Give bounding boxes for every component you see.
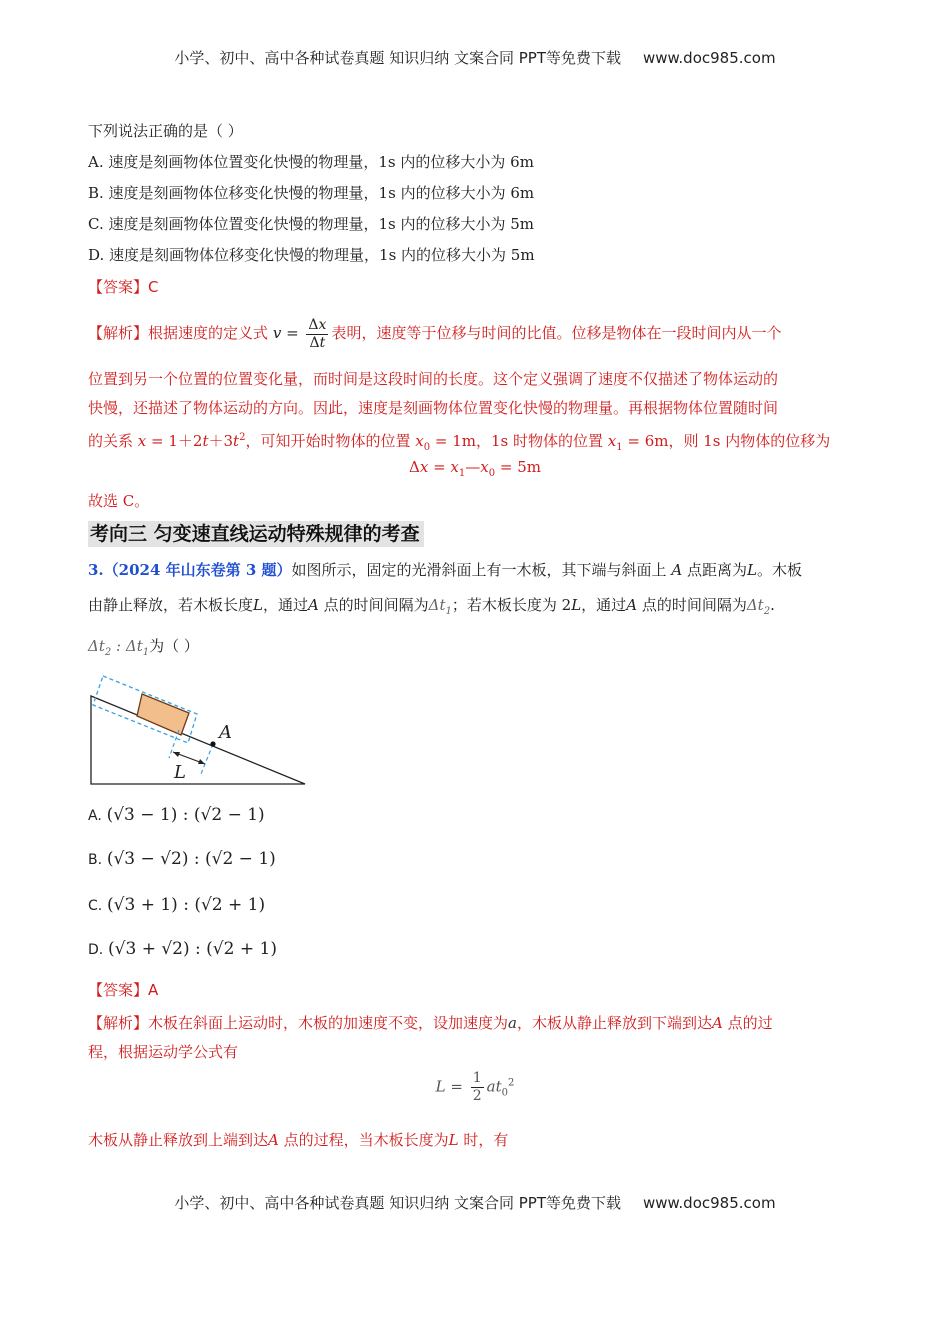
q1-analysis-line-4: 的关系 $x = 1+2t+3t^2$，可知开始时物体的位置 $x_0 = 1m$，1s 时物体的位置 $x_1 = 6m$，则 1s 内物体的位移为 bbox=[88, 432, 831, 453]
q1-stem: 下列说法正确的是（ ） bbox=[88, 122, 243, 140]
text: ，可知开始时物体的位置 bbox=[245, 432, 411, 450]
page-header bbox=[0, 47, 950, 68]
q1-answer bbox=[88, 277, 159, 297]
question-source: （2024 年山东卷第 3 题） bbox=[103, 561, 292, 579]
text: ，则 1s 内物体的位移为 bbox=[668, 432, 831, 450]
text: 木板在斜面上运动时，木板的加速度不变，设加速度为 bbox=[148, 1014, 509, 1032]
q3-stem-line-3: $\Delta t_2$ : $\Delta t_1$为（ ） bbox=[88, 637, 199, 658]
arrow-head-right bbox=[198, 759, 205, 764]
text: ，1s 时物体的位置 bbox=[475, 432, 603, 450]
question-number: 3. bbox=[88, 561, 104, 579]
q1-option-c: C. 速度是刻画物体位置变化快慢的物理量，1s 内的位移大小为 5m bbox=[88, 215, 535, 233]
q3-stem-line-1: 3.（2024 年山东卷第 3 题）如图所示，固定的光滑斜面上有一木板，其下端与斜面上 A 点距离为L。木板 bbox=[88, 561, 802, 579]
q3-option-a bbox=[88, 805, 265, 825]
q3-option-d bbox=[88, 939, 277, 959]
text: 由静止释放，若木板长度 bbox=[88, 596, 254, 614]
arrow-head-left bbox=[173, 752, 180, 757]
answer-tag: 【答案】 bbox=[88, 278, 149, 296]
text: 点的过程，当木板长度为 bbox=[283, 1131, 449, 1149]
text: 点的时间间隔为 bbox=[641, 596, 747, 614]
q3-analysis-line-3: 木板从静止释放到上端到达A 点的过程，当木板长度为L 时，有 bbox=[88, 1131, 509, 1149]
analysis-tag: 【解析】 bbox=[88, 1014, 149, 1032]
label-a: A bbox=[219, 722, 232, 743]
text: 表明，速度等于位移与时间的比值。位移是物体在一段时间内从一个 bbox=[331, 324, 782, 342]
q3-analysis-line-1: 【解析】木板在斜面上运动时，木板的加速度不变，设加速度为a，木板从静止释放到下端到达A 点的过 bbox=[88, 1014, 773, 1032]
text: 点的过 bbox=[727, 1014, 773, 1032]
q3-kinematics-formula: L = $\frac{1}{2}$ $at_0^2$ bbox=[435, 1070, 515, 1104]
answer-tag: 【答案】 bbox=[88, 981, 149, 999]
footer-url[interactable]: www.doc985.com bbox=[642, 1194, 776, 1212]
text: 点距离为 bbox=[686, 561, 747, 579]
q1-displacement-formula: $\Delta x = x_1—x_0 = 5m$ bbox=[409, 458, 541, 479]
analysis-tag: 【解析】 bbox=[88, 324, 149, 342]
text: 为（ ） bbox=[149, 637, 199, 655]
option-label: A. bbox=[88, 808, 102, 824]
q1-analysis-line-2: 位置到另一个位置的位置变化量，而时间是这段时间的长度。这个定义强调了速度不仅描述了物体运动的 bbox=[88, 370, 779, 388]
header-text: 小学、初中、高中各种试卷真题 知识归纳 文案合同 PPT等免费下载 bbox=[174, 49, 621, 67]
incline-triangle bbox=[91, 696, 305, 784]
q1-conclusion: 故选 C。 bbox=[88, 492, 150, 510]
header-url[interactable]: www.doc985.com bbox=[642, 49, 776, 67]
q1-option-d: D. 速度是刻画物体位移变化快慢的物理量，1s 内的位移大小为 5m bbox=[88, 246, 535, 264]
q1-analysis-line-3: 快慢，还描述了物体运动的方向。因此，速度是刻画物体位置变化快慢的物理量。再根据物体位置随时间 bbox=[88, 399, 779, 417]
point-a-guide bbox=[201, 744, 213, 774]
text: 的关系 bbox=[88, 432, 134, 450]
text: 如图所示，固定的光滑斜面上有一木板，其下端与斜面上 bbox=[291, 561, 667, 579]
velocity-formula: v = $\frac{\Delta x}{\Delta t}$ bbox=[272, 316, 327, 351]
incline-figure bbox=[85, 670, 315, 790]
option-label: B. bbox=[88, 852, 103, 868]
q3-analysis-line-2: 程，根据运动学公式有 bbox=[88, 1043, 239, 1061]
page-footer bbox=[0, 1192, 950, 1213]
option-label: D. bbox=[88, 942, 104, 958]
point-a-dot bbox=[210, 741, 215, 746]
text: 木板从静止释放到上端到达 bbox=[88, 1131, 269, 1149]
option-expr: (√3 + √2) : (√2 + 1) bbox=[108, 939, 277, 959]
q3-stem-line-2: 由静止释放，若木板长度L，通过A 点的时间间隔为$\Delta t_1$；若木板长度为 2L，通过A 点的时间间隔为$\Delta t_2$. bbox=[88, 596, 775, 617]
text: 根据速度的定义式 bbox=[148, 324, 269, 342]
section-title: 考向三 匀变速直线运动特殊规律的考查 bbox=[88, 521, 424, 547]
footer-text: 小学、初中、高中各种试卷真题 知识归纳 文案合同 PPT等免费下载 bbox=[174, 1194, 621, 1212]
answer-value: C bbox=[148, 278, 159, 296]
option-expr: (√3 − 1) : (√2 − 1) bbox=[106, 805, 265, 825]
q3-answer bbox=[88, 980, 158, 1000]
text: 。木板 bbox=[756, 561, 802, 579]
q3-option-c bbox=[88, 895, 265, 915]
q1-option-a: A. 速度是刻画物体位置变化快慢的物理量，1s 内的位移大小为 6m bbox=[88, 153, 534, 171]
text: ；若木板长度为 2 bbox=[451, 596, 572, 614]
text: 点的时间间隔为 bbox=[323, 596, 429, 614]
label-l: L bbox=[174, 762, 186, 783]
q1-option-b: B. 速度是刻画物体位移变化快慢的物理量，1s 内的位移大小为 6m bbox=[88, 184, 535, 202]
text: ，木板从静止释放到下端到达 bbox=[516, 1014, 712, 1032]
text: ，通过 bbox=[262, 596, 308, 614]
option-expr: (√3 + 1) : (√2 + 1) bbox=[107, 895, 266, 915]
text: ，通过 bbox=[581, 596, 627, 614]
q3-option-b bbox=[88, 849, 276, 869]
option-expr: (√3 − √2) : (√2 − 1) bbox=[106, 849, 276, 869]
answer-value: A bbox=[148, 981, 159, 999]
text: 时，有 bbox=[463, 1131, 509, 1149]
q1-analysis-line-1 bbox=[88, 314, 781, 352]
option-label: C. bbox=[88, 898, 103, 914]
